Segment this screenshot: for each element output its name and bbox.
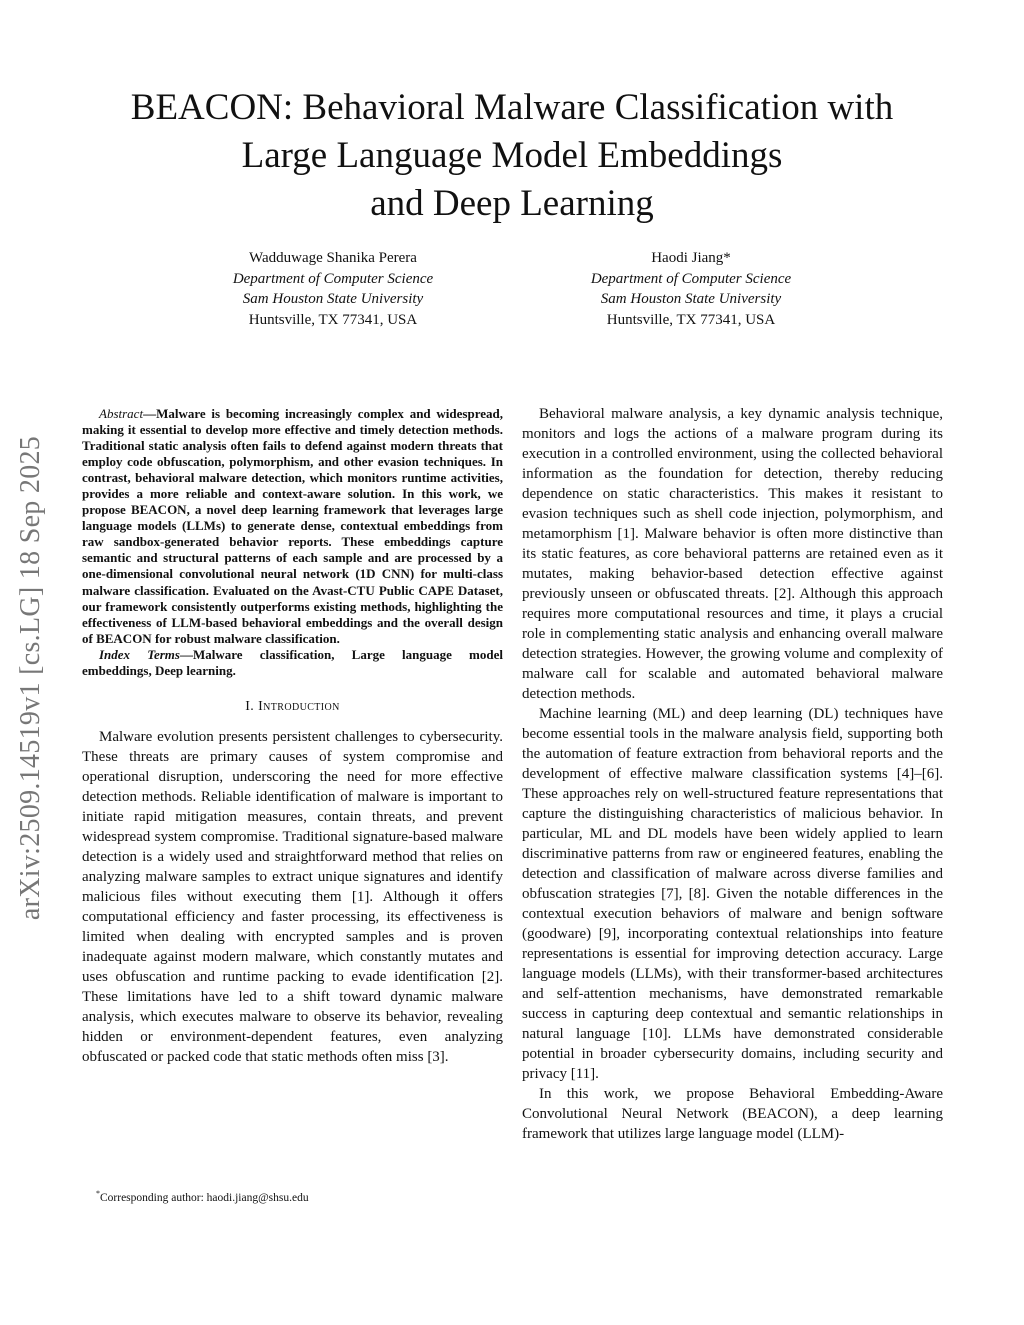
paper-title: [60, 84, 964, 228]
arxiv-stamp: [5, 372, 57, 984]
author-name: Wadduwage Shanika Perera: [249, 250, 417, 266]
footnote-text: Corresponding author: haodi.jiang@shsu.edu: [100, 1191, 309, 1204]
footnote: [82, 1187, 503, 1205]
author-location: Huntsville, TX 77341, USA: [248, 311, 418, 328]
body-paragraph: Behavioral malware analysis, a key dynamic analysis technique, monitors and logs the actions of a malware program during its execution in a controlled environment, using the collected behavioral information as the foundation for detection, thereby reducing dependence on static characteristics. This makes it resistant to evasion techniques such as shell code injection, polymorphism, and metamorphism [1]. Malware behavior is often more distinctive than its static features, as core behavioral patterns are retained even as it mutates, making behavior-based detection effective against previously unseen or obfuscated threats. [2]. Although this approach requires more computational resources and time, it plays a crucial role in complementing static analysis and enhancing overall malware detection strategies. However, the growing volume and complexity of malware call for scalable and automated behavioral malware detection methods.: [522, 406, 943, 702]
abstract-label: Abstract: [99, 406, 144, 421]
author-block: [526, 248, 856, 330]
title-line: Large Language Model Embeddings: [241, 135, 783, 176]
abstract-text: —Malware is becoming increasingly complex and widespread, making it essential to develop more effective and timely detection methods. Traditional static analysis often fails to defend against modern threats that employ code obfuscation, polymorphism, and other evasion techniques. In contrast, behavioral malware detection, which monitors runtime activities, provides a more reliable and context-aware solution. In this work, we propose BEACON, a novel deep learning framework that leverages large language models (LLMs) to generate dense, contextual embeddings from raw sandbox-generated behavior reports. These embeddings capture semantic and structural patterns of each sample and are processed by a one-dimensional convolutional neural network (1D CNN) for multi-class malware classification. Evaluated on the Avast-CTU Public CAPE Dataset, our framework consistently outperforms existing methods, highlighting the effectiveness of LLM-based behavioral embeddings and the overall design of BEACON for robust malware classification.: [82, 406, 503, 646]
abstract: [82, 406, 503, 647]
body-paragraph: Machine learning (ML) and deep learning (DL) techniques have become essential tools in the malware analysis field, supporting both the automation of feature extraction from behavioral reports and the development of effective malware classification systems [4]–[6]. These approaches rely on well-structured feature representations that capture the distinguishing characteristics of malicious behavior. In particular, ML and DL models have been widely applied to learn discriminative patterns from raw or engineered features, enabling the detection and classification of malware across diverse families and obfuscation strategies [7], [8]. Given the notable differences in the contextual execution behaviors of malware and benign software (goodware) [9], incorporating contextual relationships into feature representations is essential for improving detection accuracy. Large language models (LLMs), with their transformer-based architectures and self-attention mechanisms, have demonstrated remarkable success in capturing deep contextual and semantic relationships in natural language [10]. LLMs have demonstrated considerable potential in broader cybersecurity domains, including security and privacy [11].: [522, 706, 943, 1082]
index-terms-text: —Malware classification, Large language model embeddings, Deep learning.: [82, 646, 503, 678]
author-block: [168, 248, 498, 330]
author-department: Department of Computer Science: [232, 270, 434, 287]
footnote-mark: *: [96, 1189, 100, 1198]
author-university: Sam Houston State University: [600, 291, 782, 307]
right-column: [522, 404, 943, 1144]
section-heading-introduction: I. Introduction: [245, 698, 340, 714]
title-line: BEACON: Behavioral Malware Classification with: [130, 87, 894, 128]
author-university: Sam Houston State University: [242, 291, 424, 307]
left-column: [82, 406, 503, 1067]
body-paragraph: Malware evolution presents persistent challenges to cybersecurity. These threats are primary causes of system compromise and operational disruption, underscoring the need for more effective detection methods. Reliable identification of malware is important to initiate rapid mitigation measures, contain threats, and prevent widespread system compromise. Traditional signature-based malware detection is a widely used and straightforward method that relies on analyzing malware samples to extract unique signatures and identify malicious files without executing them [1]. Although it offers computational efficiency and faster processing, its effectiveness is limited when dealing with encrypted samples and is proven inadequate against modern malware, which constantly mutates and uses obfuscation and runtime packing to evade identification [2]. These limitations have led to a shift toward dynamic malware analysis, which executes malware to observe its behavior, revealing hidden or environment-dependent features, even analyzing obfuscated or packed code that static methods often miss [3].: [82, 728, 503, 1065]
author-name: Haodi Jiang*: [651, 250, 731, 266]
body-paragraph: In this work, we propose Behavioral Embedding-Aware Convolutional Neural Network (BEACON), a deep learning framework that utilizes large language model (LLM)-: [522, 1086, 943, 1142]
title-line: and Deep Learning: [370, 183, 654, 224]
arxiv-stamp-text: arXiv:2509.14519v1 [cs.LG] 18 Sep 2025: [15, 435, 47, 921]
author-department: Department of Computer Science: [590, 270, 792, 287]
author-location: Huntsville, TX 77341, USA: [606, 311, 776, 328]
index-terms-label: Index Terms: [99, 646, 180, 662]
index-terms: [82, 647, 503, 679]
